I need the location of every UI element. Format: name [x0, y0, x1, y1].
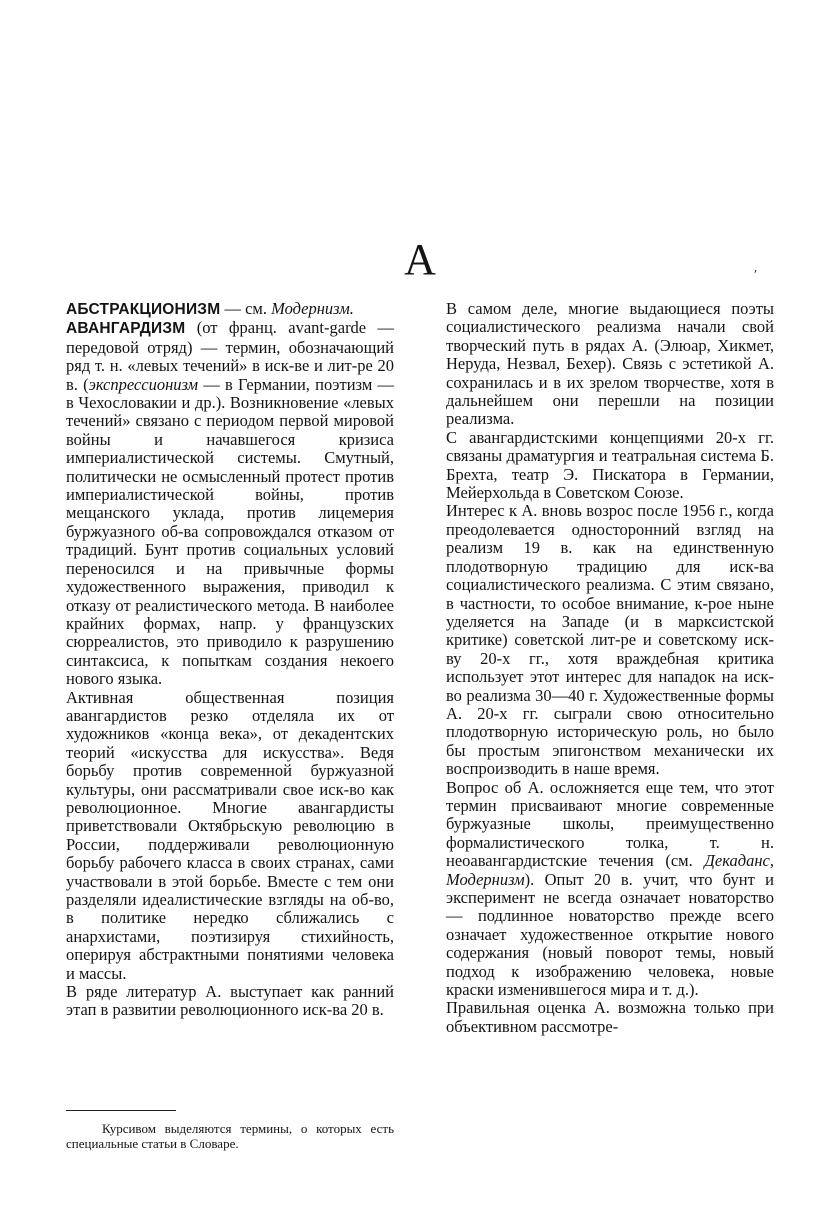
- entry-text: — в Германии, поэтизм — в Чехословакии и др.). Возникновение «левых течений» связано с периодом первой мировой войны и начавшегося кризиса империалистической системы. Смутный, политически не осмысленный протест против империалистической войны, против мещанского уклада, против лицемерия буржуазного об-ва сопровождался отказом от традиций. Бунт против социальных условий переносился и на привычные формы художественного выражения, приводил к отказу от реалистического метода. В наиболее крайних формах, напр. у французских сюрреалистов, это приводило к разрушению синтаксиса, к попыткам создания некоего нового языка.: [66, 374, 394, 689]
- paragraph-text: Вопрос об А. осложняется еще тем, что этот термин присваивают многие современные буржуазные школы, преимущественно формалистического толка, т. н. неоавангардистские течения (см.: [446, 777, 774, 871]
- headword: АБСТРАКЦИОНИЗМ: [66, 301, 221, 318]
- headword: АВАНГАРДИЗМ: [66, 320, 186, 338]
- footnote: Курсивом выделяются термины, о которых есть специальные статьи в Словаре.: [66, 1121, 394, 1151]
- cross-reference: экспрессионизм: [88, 374, 199, 394]
- right-column: [446, 300, 774, 1036]
- corner-mark: ′: [754, 268, 758, 283]
- section-letter: А: [404, 235, 436, 284]
- entry-abstraktsionizm: [66, 300, 394, 319]
- entry-avangardizm: [66, 319, 394, 688]
- paragraph: В ряде литератур А. выступает как ранний этап в развитии революционного иск-ва 20 в.: [66, 982, 394, 1020]
- paragraph-text: ). Опыт 20 в. учит, что бунт и эксперимент не всегда означает новаторство — подлинное новаторство прежде всего означает художественное открытие нового содержания (новый поворот темы, новый подход к изображению человека, новые краски изменившегося мира и т. д.).: [446, 869, 774, 1000]
- paragraph: В самом деле, многие выдающиеся поэты социалистического реализма начали свой творческий путь в рядах А. (Элюар, Хикмет, Неруда, Незвал, Бехер). Связь с эстетикой А. сохранилась и в их зрелом творчестве, хотя в дальнейшем они перешли на позиции реализма.: [446, 299, 774, 429]
- left-column: [66, 300, 394, 1020]
- paragraph: С авангардистскими концепциями 20-х гг. связаны драматургия и театральная система Б. Брехта, театр Э. Пискатора в Германии, Мейерхольда в Советском Союзе.: [446, 427, 774, 503]
- paragraph: Правильная оценка А. возможна только при объективном рассмотре-: [446, 998, 774, 1036]
- footnote-rule: [66, 1110, 176, 1111]
- cross-reference: Модернизм.: [271, 299, 354, 318]
- cross-reference: Декаданс, Модернизм: [446, 851, 774, 889]
- paragraph: Активная общественная позиция авангардистов резко отделяла их от художников «конца века», от декадентских теорий «искусства для искусства». Ведя борьбу против современной буржуазной культуры, они рассматривали свое иск-во как революционное. Многие авангардисты приветствовали Октябрьскую революцию в России, поддерживали революционную борьбу рабочего класса в своих странах, сами участвовали в этой борьбе. Вместе с тем они разделяли идеалистические взгляды на об-во, в политике нередко сближались с анархистами, поэтизируя стихийность, оперируя абстрактными понятиями человека и массы.: [66, 687, 394, 983]
- paragraph: Интерес к А. вновь возрос после 1956 г., когда преодолевается односторонний взгляд на реализм 19 в. как на единственную плодотворную традицию для иск-ва социалистического реализма. С этим связано, в частности, то особое внимание, к-рое ныне уделяется на Западе (и в марксистской критике) советской лит-ре и советскому иск-ву 20-х гг., хотя враждебная критика использует этот интерес для нападок на иск-во реализма 30—40 г. Художественные формы А. 20-х гг. сыграли свою относительно плодотворную историческую роль, но было бы простым эпигонством механически их воспроизводить в наше время.: [446, 501, 774, 779]
- paragraph: [446, 779, 774, 1000]
- entry-text: — см.: [220, 299, 272, 318]
- entry-text: (от франц. avant-garde — передовой отряд) — термин, обозначающий ряд т. н. «левых течений» в иск-ве и лит-ре 20 в. (: [66, 318, 394, 394]
